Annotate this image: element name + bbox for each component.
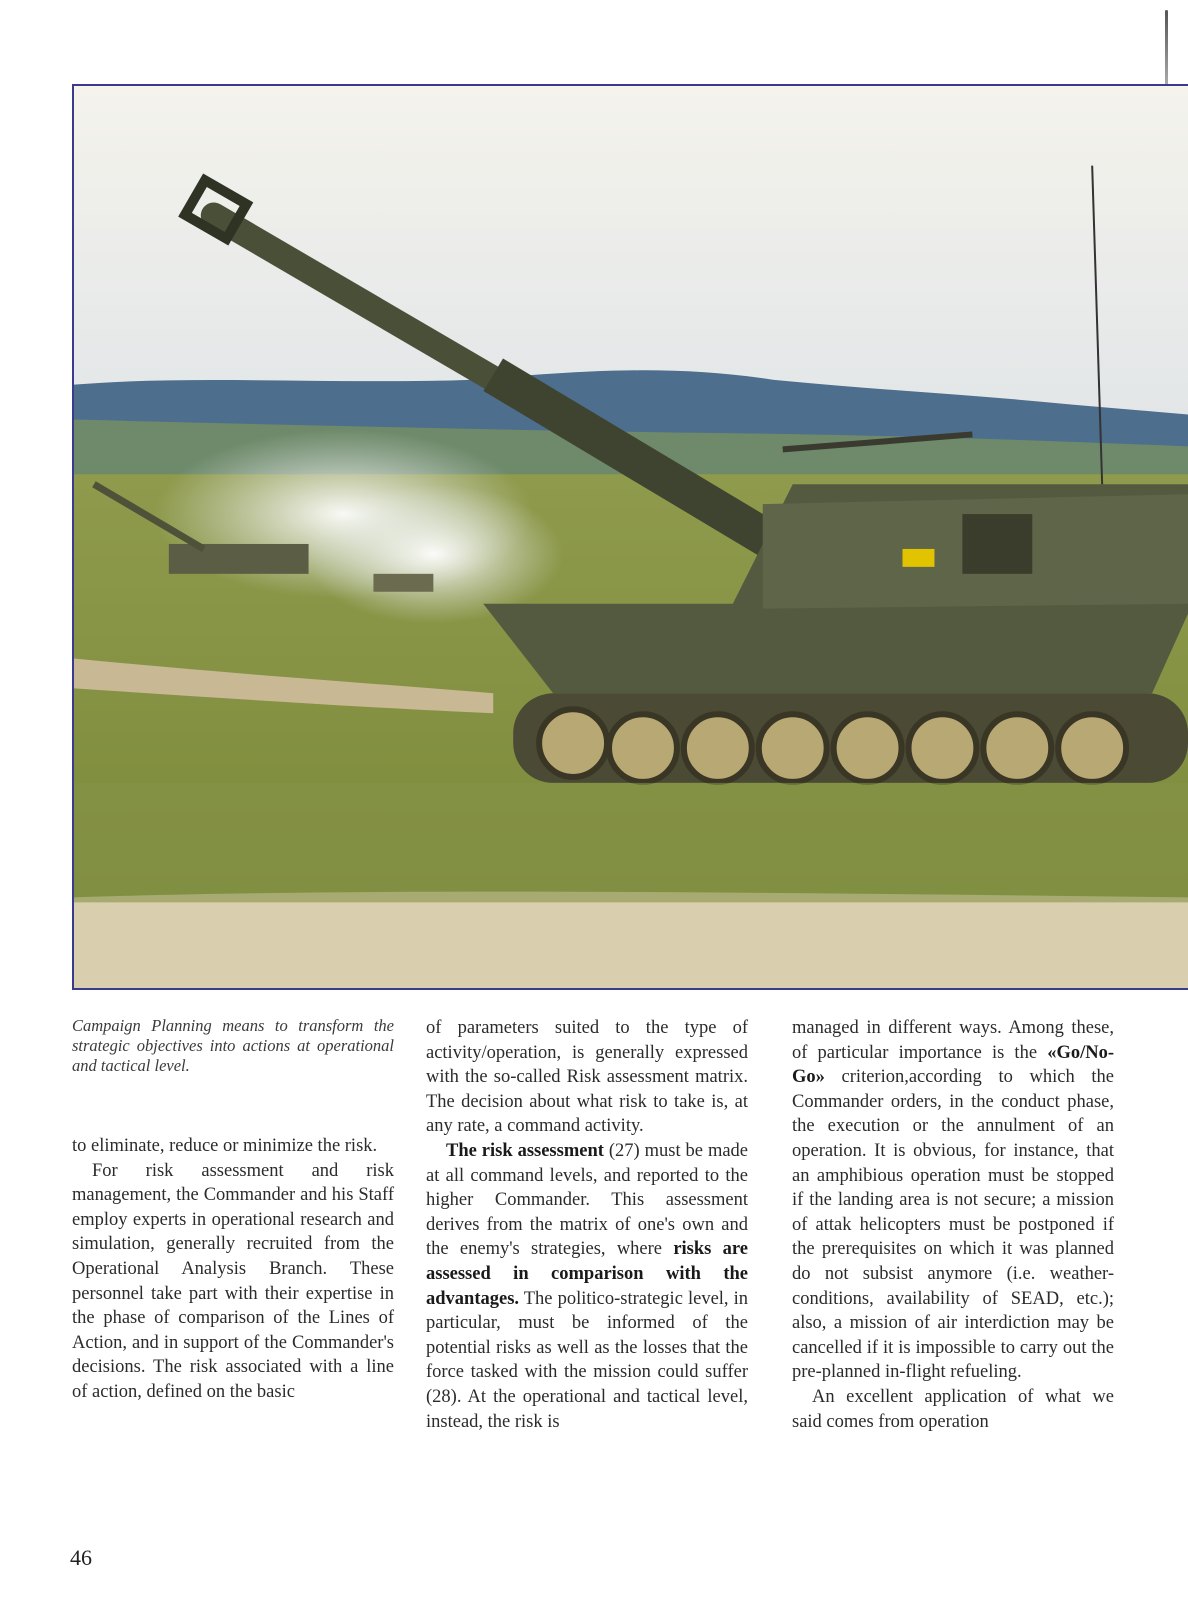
column-2 — [426, 1016, 748, 1434]
sky — [74, 86, 1188, 415]
howitzer-illustration — [74, 86, 1188, 988]
paragraph: managed in different ways. Among these, of particular importance is the «Go/No-Go» criterion,according to which the Commander orders, in the conduct phase, the execution or the annulment of an operation. It is obvious, for instance, that an amphibious operation must be stopped if the landing area is not secure; a mission of attak helicopters must be postponed if the prerequisites on which it was planned do not subsist anymore (i.e. weather-conditions, availability of SEAD, etc.); also, a mission of air interdiction may be cancelled if it is impossible to carry out the pre-planned in-flight refueling. — [792, 1018, 1114, 1383]
howitzer-photo — [72, 84, 1188, 990]
paragraph: to eliminate, reduce or minimize the risk. — [72, 1136, 378, 1156]
paragraph: An excellent application of what we said comes from operation — [792, 1386, 1114, 1432]
paragraph: The risk assessment (27) must be made at all command levels, and reported to the higher Commander. This assessment derives from the matrix of one's own and the enemy's strategies, where risks are assessed in comparison with the advantages. The politico-strategic level, in particular, must be informed of the potential risks as well as the losses that the force tasked with the mission could suffer (28). At the operational and tactical level, instead, the risk is — [426, 1140, 749, 1432]
column-1 — [72, 1016, 394, 1405]
road — [74, 892, 1188, 988]
column-3 — [792, 1016, 1114, 1434]
bold-term: The risk assessment — [446, 1140, 604, 1161]
photo-caption: Campaign Planning means to transform the strategic objectives into actions at operational and tactical level. — [72, 1016, 394, 1075]
paragraph: of parameters suited to the type of activity/operation, is generally expressed with the so-called Risk assessment matrix. The decision about what risk to take is, at any rate, a command activity. — [426, 1018, 748, 1137]
paragraph: For risk assessment and risk management, the Commander and his Staff employ experts in operational research and simulation, generally recruited from the Operational Analysis Branch. These personnel take part with their expertise in the phase of comparison of the Lines of Action, and in support of the Commander's decisions. The risk associated with a line of action, defined on the basic — [72, 1160, 394, 1402]
bold-term: «Go/No-Go» — [792, 1042, 1114, 1088]
bold-term: risks are assessed in comparison with the advantages. — [426, 1239, 748, 1309]
page-number: 46 — [70, 1545, 92, 1570]
